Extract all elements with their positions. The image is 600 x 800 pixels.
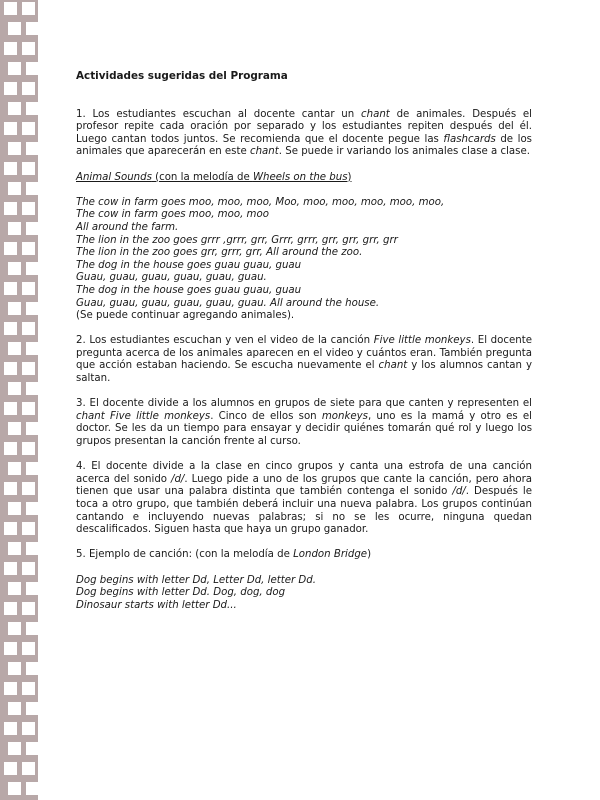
strip-tile (8, 182, 21, 195)
lyric-line: Guau, guau, guau, guau, guau, guau. All around the house. (76, 297, 380, 309)
lyric-line: Guau, guau, guau, guau, guau, guau. (76, 272, 267, 284)
strip-tile (22, 162, 35, 175)
strip-tile (4, 642, 17, 655)
strip-tile (22, 42, 35, 55)
strip-tile (8, 542, 21, 555)
strip-tile (4, 762, 17, 775)
strip-tile (26, 502, 39, 515)
strip-tile (8, 422, 21, 435)
strip-tile (26, 62, 39, 75)
strip-tile (22, 322, 35, 335)
strip-tile (22, 562, 35, 575)
strip-tile (8, 302, 21, 315)
strip-tile (22, 762, 35, 775)
paragraph-1: 1. Los estudiantes escuchan al docente cantar un chant de animales. Después el profesor repite cada oración por separado y los estudiantes repiten después del él. Luego cantan todos juntos. Se recomienda que el docente pegue las flashcards de los animales que aparecerán en este chant. Se puede ir variando los animales clase a clase. (76, 108, 533, 158)
strip-tile (22, 442, 35, 455)
strip-tile (22, 242, 35, 255)
strip-tile (4, 322, 17, 335)
lyric-line: The cow in farm goes moo, moo, moo, Moo, moo, moo, moo, moo, moo, (76, 196, 445, 208)
strip-tile (26, 702, 39, 715)
strip-tile (22, 362, 35, 375)
strip-tile (26, 422, 39, 435)
strip-tile (22, 722, 35, 735)
strip-tile (4, 362, 17, 375)
strip-tile (4, 122, 17, 135)
strip-tile (26, 102, 39, 115)
strip-tile (22, 642, 35, 655)
strip-tile (4, 722, 17, 735)
strip-tile (8, 382, 21, 395)
strip-tile (26, 342, 39, 355)
strip-tile (4, 282, 17, 295)
strip-tile (4, 42, 17, 55)
strip-tile (8, 62, 21, 75)
lyric-line: Dog begins with letter Dd. Dog, dog, dog (76, 587, 286, 599)
song-lyrics-animal-sounds (76, 197, 532, 323)
strip-tile (22, 82, 35, 95)
strip-tile (8, 222, 21, 235)
strip-tile (22, 282, 35, 295)
strip-tile (8, 502, 21, 515)
lyric-line: Dog begins with letter Dd, Letter Dd, letter Dd. (76, 574, 316, 586)
strip-tile (8, 142, 21, 155)
strip-tile (22, 682, 35, 695)
strip-tile (22, 482, 35, 495)
lyric-line: The lion in the zoo goes grrr ,grrr, grr, Grrr, grrr, grr, grr, grr, grr (76, 234, 398, 246)
lyric-note: (Se puede continuar agregando animales). (76, 310, 295, 322)
strip-tile (26, 22, 39, 35)
paragraph-2: 2. Los estudiantes escuchan y ven el video de la canción Five little monkeys. El docente pregunta acerca de los animales aparecen en el video y cuántos eran. También pregunta que acción estaban haciendo. Se escucha nuevamente el chant y los alumnos cantan y saltan. (76, 335, 532, 385)
strip-tile (26, 742, 39, 755)
strip-tile (8, 702, 21, 715)
strip-tile (4, 602, 17, 615)
strip-tile (26, 462, 39, 475)
strip-tile (26, 582, 39, 595)
lyric-line: The dog in the house goes guau guau, guau (76, 259, 302, 271)
strip-tile (22, 202, 35, 215)
strip-tile (22, 602, 35, 615)
strip-tile (26, 382, 39, 395)
strip-tile (26, 142, 39, 155)
lyric-line: All around the farm. (76, 221, 179, 233)
page-title: Actividades sugeridas del Programa (76, 70, 288, 82)
strip-tile (22, 522, 35, 535)
strip-tile (4, 242, 17, 255)
strip-tile (4, 682, 17, 695)
strip-tile (22, 402, 35, 415)
strip-tile (26, 262, 39, 275)
strip-tile (8, 582, 21, 595)
strip-tile (8, 462, 21, 475)
strip-tile (4, 522, 17, 535)
strip-tile (4, 82, 17, 95)
strip-tile (26, 662, 39, 675)
paragraph-4: 4. El docente divide a la clase en cinco grupos y canta una estrofa de una canción acerca del sonido /d/. Luego pide a uno de los grupos que cante la canción, pero ahora tienen que usar una palabra distinta que también contenga el sonido /d/. Después le toca a otro grupo, que también deberá incluir una nueva palabra. Los grupos continúan cantando e incluyendo nuevas palabras; si no se les ocurre, ninguna quedan descalificados. Siguen hasta que haya un grupo ganador. (76, 461, 532, 536)
strip-tile (4, 562, 17, 575)
strip-tile (22, 2, 35, 15)
strip-tile (26, 222, 39, 235)
lyric-line: The cow in farm goes moo, moo, moo (76, 209, 269, 221)
strip-tile (8, 662, 21, 675)
strip-tile (4, 162, 17, 175)
lyric-line: Dinosaur starts with letter Dd... (76, 599, 237, 611)
strip-tile (4, 442, 17, 455)
strip-tile (8, 102, 21, 115)
strip-tile (8, 622, 21, 635)
strip-tile (22, 122, 35, 135)
document-page (76, 70, 532, 625)
strip-tile (4, 402, 17, 415)
lyric-line: The dog in the house goes guau guau, guau (76, 284, 302, 296)
strip-tile (26, 542, 39, 555)
strip-tile (4, 482, 17, 495)
strip-tile (26, 302, 39, 315)
strip-tile (8, 742, 21, 755)
strip-tile (4, 2, 17, 15)
paragraph-3: 3. El docente divide a los alumnos en grupos de siete para que canten y representen el chant Five little monkeys. Cinco de ellos son monkeys, uno es la mamá y otro es el doctor. Se les da un tiempo para ensayar y decidir quiénes tomarán qué rol y luego los grupos presentan la canción frente al curso. (76, 398, 532, 448)
strip-tile (8, 782, 21, 795)
decorative-side-strip (0, 0, 38, 800)
song-lyrics-example (76, 575, 532, 613)
lyric-line: The lion in the zoo goes grr, grrr, grr, All around the zoo. (76, 247, 363, 259)
strip-tile (8, 262, 21, 275)
paragraph-5: 5. Ejemplo de canción: (con la melodía de London Bridge) (76, 549, 372, 561)
strip-tile (26, 782, 39, 795)
strip-tile (26, 622, 39, 635)
strip-tile (8, 342, 21, 355)
strip-tile (4, 202, 17, 215)
song-title-animal-sounds: Animal Sounds (con la melodía de Wheels on the bus) (76, 171, 352, 183)
strip-tile (8, 22, 21, 35)
strip-tile (26, 182, 39, 195)
